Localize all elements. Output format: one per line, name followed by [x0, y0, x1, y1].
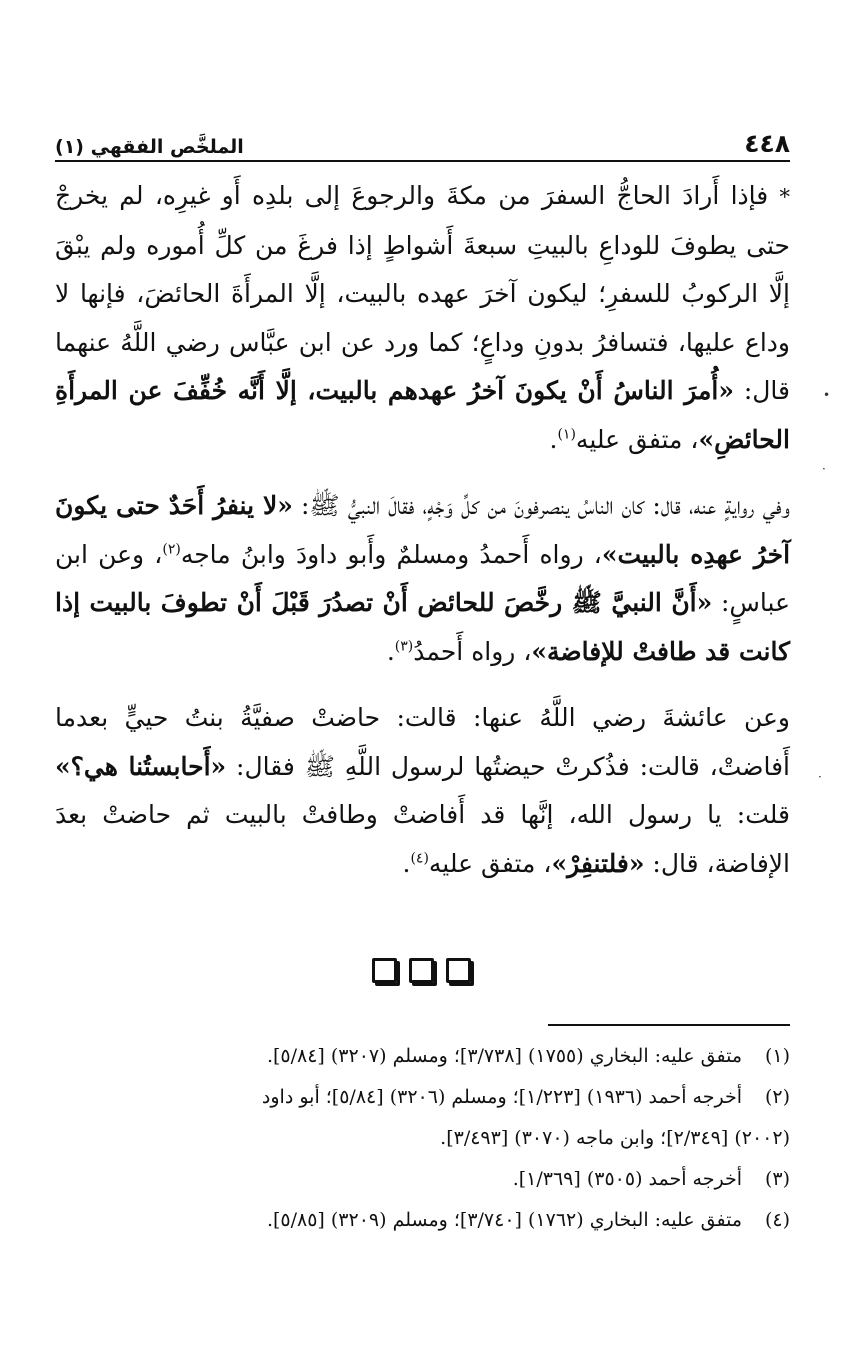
header-rule: [55, 160, 790, 162]
hadith-quote: «أُمرَ الناسُ أَنْ يكونَ آخرُ عهدهم بالبيت، إلَّا أَنَّه خُفِّفَ عن المرأَةِ الحائضِ»: [55, 376, 790, 454]
star-marker: *: [779, 185, 790, 209]
hadith-quote: «أَحابستُنا هي؟»: [55, 751, 227, 781]
square-ornament-icon: [372, 958, 397, 983]
page-number: ٤٤٨: [744, 129, 790, 158]
hadith-quote: «لا ينفرُ أَحَدٌ حتى يكونَ آخرُ عهدِه بالبيت»: [55, 491, 791, 569]
paragraph-text: .: [549, 424, 558, 454]
footnote-ref: (٢): [162, 541, 181, 558]
footnote-text: أخرجه أحمد (١٩٣٦) [١/٢٢٣]؛ ومسلم (٣٢٠٦) [٥/٨٤]؛ أبو داود: [261, 1086, 742, 1108]
footnote-ref: (٣): [394, 638, 414, 655]
paragraph-text: ، وعن ابن عباسٍ:: [55, 539, 790, 617]
footnote-item: [55, 1036, 790, 1077]
footnote-number: (٢): [764, 1086, 790, 1108]
footnote-text: (٢٠٠٢) [٢/٣٤٩]؛ وابن ماجه (٣٠٧٠) [٣/٤٩٣].: [440, 1127, 790, 1149]
footnote-text: متفق عليه: البخاري (١٧٦٢) [٣/٧٤٠]؛ ومسلم (٣٢٠٩) [٥/٨٥].: [266, 1209, 742, 1231]
square-ornament-icon: [446, 958, 471, 983]
paragraph-text: ، رواه أَحمدُ ومسلمٌ وأَبو داودَ وابنُ ماجه: [180, 539, 602, 569]
footnote-ref: (٤): [410, 850, 429, 867]
book-title: الملخَّص الفقهي (١): [55, 136, 244, 158]
paragraph-text: ، متفق عليه: [575, 424, 699, 454]
scan-speck: •: [823, 388, 831, 402]
paragraph-text: وفي روايةٍ عنه، قال: كان الناسُ ينصرفونَ من كلِّ وَجْهٍ، فقالَ النبيُّ ﷺ:: [292, 491, 790, 520]
footnote-number: (٣): [764, 1168, 790, 1190]
hadith-quote: «فلتنفِرْ»: [551, 848, 645, 878]
footnote-item: [55, 1159, 790, 1200]
footnote-rule: [548, 1024, 790, 1026]
footnote-number: (١): [764, 1045, 790, 1067]
paragraph-text: ، متفق عليه: [428, 848, 552, 878]
footnote-ref: (١): [557, 426, 576, 443]
paragraph-1: [55, 172, 790, 464]
running-header: [55, 118, 790, 158]
paragraph-2: [55, 482, 790, 676]
footnote-text: متفق عليه: البخاري (١٧٥٥) [٣/٧٣٨]؛ ومسلم (٣٢٠٧) [٥/٨٤].: [266, 1045, 742, 1067]
paragraph-3: [55, 694, 790, 888]
footnotes: [55, 1036, 790, 1241]
footnote-continuation: [55, 1118, 790, 1159]
paragraph-text: .: [402, 848, 411, 878]
footnote-text: أخرجه أحمد (٣٥٠٥) [١/٣٦٩].: [512, 1168, 742, 1190]
paragraph-text: فإذا أَرادَ الحاجُّ السفرَ من مكةَ والرجوعَ إلى بلدِه أَو غيرِه، لم يخرجْ حتى يطوفَ للوداعِ بالبيتِ سبعةَ أَشواطٍ إذا فرغَ من كلِّ أُموره ولم يبْقَ إلَّا الركوبُ للسفرِ؛ ليكون آخرَ عهده بالبيت، إلَّا المرأَةَ الحائضَ، فإنها لا وداع عليها، فتسافرُ بدونِ وداعٍ؛ كما ورد عن ابن عبَّاس رضي اللَّهُ عنهما قال:: [55, 181, 790, 405]
hadith-quote: «أَنَّ النبيَّ ﷺ رخَّصَ للحائض أَنْ تصدُرَ قَبْلَ أَنْ تطوفَ بالبيت إذا كانت قد طافتْ للإفاضة»: [55, 588, 790, 666]
scan-speck: ·: [818, 770, 822, 784]
paragraph-text: قلت: يا رسول الله، إنَّها قد أَفاضتْ وطافتْ بالبيت ثم حاضتْ بعدَ الإفاضة، قال:: [55, 800, 790, 878]
section-divider-ornament: [0, 958, 843, 987]
footnote-item: [55, 1200, 790, 1241]
paragraph-text: .: [386, 636, 395, 666]
footnote-item: [55, 1077, 790, 1118]
paragraph-text: وعن عائشةَ رضي اللَّهُ عنها: قالت: حاضتْ صفيَّةُ بنتُ حييٍّ بعدما أَفاضتْ، قالت: فذُكرتْ حيضتُها لرسول اللَّهِ ﷺ فقال:: [55, 703, 790, 781]
paragraph-text: ، رواه أَحمدُ: [413, 636, 532, 666]
footnote-number: (٤): [764, 1209, 790, 1231]
square-ornament-icon: [409, 958, 434, 983]
main-text: [55, 172, 790, 888]
scan-speck: ·: [822, 462, 826, 476]
